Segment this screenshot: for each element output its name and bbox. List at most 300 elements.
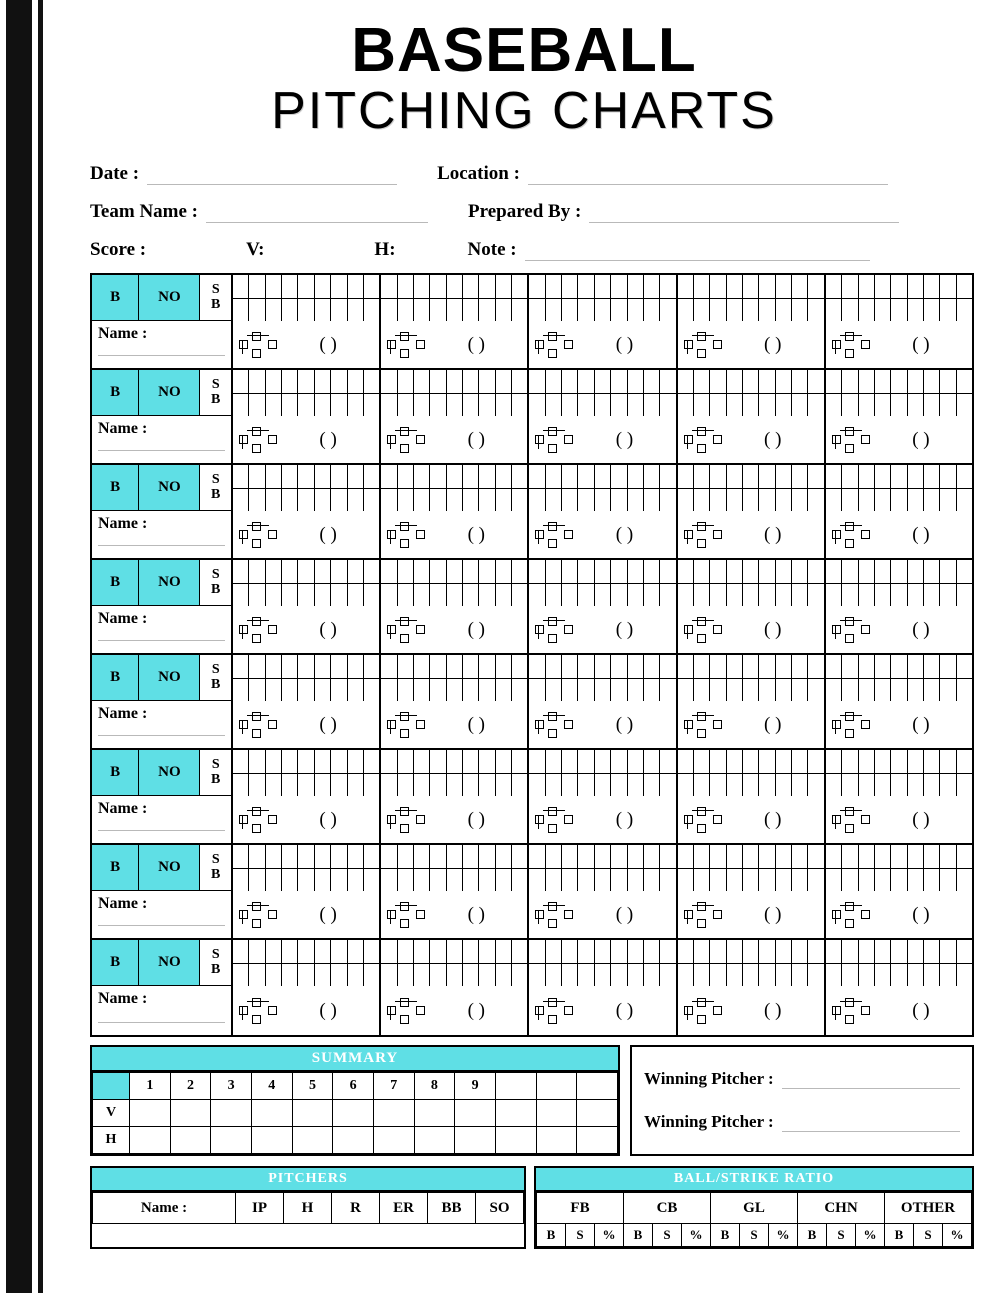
tally-box[interactable] [249,655,265,678]
tally-box[interactable] [792,560,808,583]
tally-box[interactable] [743,465,759,488]
tally-box[interactable] [859,370,875,393]
tally-box[interactable] [512,845,527,868]
tally-box[interactable] [282,679,298,702]
tally-box[interactable] [792,394,808,417]
tally-box[interactable] [859,465,875,488]
tally-box[interactable] [266,560,282,583]
tally-box[interactable] [826,299,842,322]
baseball-diamond-icon[interactable] [239,712,277,738]
run-count-paren[interactable]: ( ) [615,523,634,545]
tally-box[interactable] [479,299,495,322]
tally-box[interactable] [463,560,479,583]
baseball-diamond-icon[interactable] [239,807,277,833]
summary-score-cell[interactable] [455,1127,496,1154]
run-count-paren[interactable]: ( ) [319,903,337,925]
tally-box[interactable] [694,964,710,987]
tally-box[interactable] [529,275,545,298]
strike-ball-cell[interactable]: S B [211,376,221,407]
tally-box[interactable] [315,560,331,583]
tally-box[interactable] [940,465,956,488]
tally-box[interactable] [266,845,282,868]
tally-box[interactable] [694,940,710,963]
tally-box[interactable] [660,655,675,678]
tally-box[interactable] [578,940,594,963]
tally-box[interactable] [414,869,430,892]
tally-box[interactable] [957,465,972,488]
run-count-paren[interactable]: ( ) [467,428,485,450]
tally-box[interactable] [282,299,298,322]
tally-box[interactable] [447,940,463,963]
tally-box[interactable] [463,489,479,512]
tally-box[interactable] [381,560,397,583]
number-cell[interactable]: NO [139,560,200,605]
tally-box[interactable] [298,560,314,583]
tally-box[interactable] [348,299,364,322]
tally-box[interactable] [398,679,414,702]
tally-box[interactable] [398,370,414,393]
tally-box[interactable] [826,679,842,702]
tally-box[interactable] [826,845,842,868]
tally-box[interactable] [348,964,364,987]
tally-box[interactable] [908,964,924,987]
tally-box[interactable] [266,679,282,702]
tally-box[interactable] [611,845,627,868]
tally-box[interactable] [678,275,694,298]
tally-box[interactable] [479,869,495,892]
tally-box[interactable] [743,275,759,298]
tally-box[interactable] [891,489,907,512]
summary-score-cell[interactable] [170,1127,211,1154]
tally-box[interactable] [644,299,660,322]
tally-box[interactable] [249,845,265,868]
tally-box[interactable] [875,774,891,797]
tally-box[interactable] [611,679,627,702]
tally-box[interactable] [875,940,891,963]
tally-box[interactable] [249,560,265,583]
run-count-paren[interactable]: ( ) [764,903,782,925]
tally-box[interactable] [660,394,675,417]
tally-box[interactable] [249,940,265,963]
tally-box[interactable] [315,275,331,298]
tally-box[interactable] [463,679,479,702]
baseball-diamond-icon[interactable] [387,427,425,453]
summary-score-cell[interactable] [292,1127,333,1154]
tally-box[interactable] [414,679,430,702]
tally-box[interactable] [578,465,594,488]
pitch-tally-grid[interactable] [826,845,972,891]
tally-box[interactable] [578,679,594,702]
tally-box[interactable] [940,750,956,773]
tally-box[interactable] [414,940,430,963]
run-count-paren[interactable]: ( ) [912,903,930,925]
tally-box[interactable] [776,679,792,702]
tally-box[interactable] [414,774,430,797]
tally-box[interactable] [315,679,331,702]
tally-box[interactable] [578,655,594,678]
tally-box[interactable] [940,940,956,963]
tally-box[interactable] [924,394,940,417]
baseball-diamond-icon[interactable] [387,902,425,928]
tally-box[interactable] [266,869,282,892]
tally-box[interactable] [430,655,446,678]
tally-box[interactable] [595,940,611,963]
run-count-paren[interactable]: ( ) [912,333,930,355]
tally-box[interactable] [743,964,759,987]
tally-box[interactable] [233,394,249,417]
tally-box[interactable] [315,845,331,868]
baseball-diamond-icon[interactable] [684,522,722,548]
tally-box[interactable] [381,584,397,607]
tally-box[interactable] [727,750,743,773]
tally-box[interactable] [694,869,710,892]
tally-box[interactable] [479,750,495,773]
summary-score-cell[interactable] [577,1127,618,1154]
tally-box[interactable] [249,750,265,773]
tally-box[interactable] [266,964,282,987]
tally-box[interactable] [678,394,694,417]
tally-box[interactable] [660,774,675,797]
tally-box[interactable] [546,584,562,607]
tally-box[interactable] [364,394,379,417]
summary-score-cell[interactable] [373,1127,414,1154]
tally-box[interactable] [447,750,463,773]
summary-score-cell[interactable] [455,1100,496,1127]
tally-box[interactable] [957,394,972,417]
tally-box[interactable] [644,584,660,607]
tally-box[interactable] [463,774,479,797]
tally-box[interactable] [842,869,858,892]
tally-box[interactable] [940,869,956,892]
tally-box[interactable] [447,299,463,322]
tally-box[interactable] [826,370,842,393]
tally-box[interactable] [562,560,578,583]
tally-box[interactable] [595,489,611,512]
pitch-tally-grid[interactable] [678,370,824,416]
summary-score-cell[interactable] [130,1127,171,1154]
tally-box[interactable] [842,655,858,678]
tally-box[interactable] [364,465,379,488]
tally-box[interactable] [660,299,675,322]
tally-box[interactable] [578,489,594,512]
tally-box[interactable] [266,489,282,512]
tally-box[interactable] [381,845,397,868]
tally-box[interactable] [924,655,940,678]
tally-box[interactable] [282,655,298,678]
tally-box[interactable] [430,394,446,417]
tally-box[interactable] [266,370,282,393]
summary-score-cell[interactable] [414,1100,455,1127]
tally-box[interactable] [331,584,347,607]
tally-box[interactable] [875,489,891,512]
tally-box[interactable] [628,655,644,678]
tally-box[interactable] [694,774,710,797]
tally-box[interactable] [908,489,924,512]
tally-box[interactable] [826,465,842,488]
tally-box[interactable] [529,869,545,892]
pitch-tally-grid[interactable] [529,275,675,321]
tally-box[interactable] [957,489,972,512]
tally-box[interactable] [364,869,379,892]
summary-score-cell[interactable] [130,1100,171,1127]
tally-box[interactable] [249,679,265,702]
tally-box[interactable] [447,964,463,987]
tally-box[interactable] [298,869,314,892]
tally-box[interactable] [743,370,759,393]
tally-box[interactable] [759,679,775,702]
summary-score-cell[interactable] [577,1100,618,1127]
tally-box[interactable] [430,845,446,868]
tally-box[interactable] [694,560,710,583]
summary-score-cell[interactable] [211,1100,252,1127]
tally-box[interactable] [348,489,364,512]
tally-box[interactable] [398,655,414,678]
tally-box[interactable] [512,489,527,512]
tally-box[interactable] [578,370,594,393]
tally-box[interactable] [381,655,397,678]
tally-box[interactable] [249,964,265,987]
tally-box[interactable] [660,584,675,607]
tally-box[interactable] [710,465,726,488]
tally-box[interactable] [694,299,710,322]
tally-box[interactable] [644,489,660,512]
tally-box[interactable] [364,489,379,512]
tally-box[interactable] [266,774,282,797]
tally-box[interactable] [808,869,823,892]
tally-box[interactable] [348,275,364,298]
tally-box[interactable] [891,774,907,797]
tally-box[interactable] [529,584,545,607]
tally-box[interactable] [479,560,495,583]
summary-extra-header[interactable] [495,1073,536,1100]
pitch-tally-grid[interactable] [826,465,972,511]
tally-box[interactable] [842,370,858,393]
tally-box[interactable] [430,584,446,607]
tally-box[interactable] [776,750,792,773]
tally-box[interactable] [447,489,463,512]
tally-box[interactable] [398,299,414,322]
tally-box[interactable] [859,299,875,322]
tally-box[interactable] [266,299,282,322]
run-count-paren[interactable]: ( ) [764,713,782,735]
baseball-diamond-icon[interactable] [387,807,425,833]
tally-box[interactable] [628,845,644,868]
tally-box[interactable] [282,845,298,868]
tally-box[interactable] [496,299,512,322]
tally-box[interactable] [348,750,364,773]
tally-box[interactable] [430,465,446,488]
tally-box[interactable] [595,370,611,393]
tally-box[interactable] [364,964,379,987]
number-cell[interactable]: NO [139,655,200,700]
tally-box[interactable] [908,275,924,298]
tally-box[interactable] [331,489,347,512]
tally-box[interactable] [859,275,875,298]
tally-box[interactable] [595,964,611,987]
tally-box[interactable] [496,774,512,797]
tally-box[interactable] [463,940,479,963]
run-count-paren[interactable]: ( ) [912,618,930,640]
tally-box[interactable] [776,845,792,868]
tally-box[interactable] [414,275,430,298]
tally-box[interactable] [694,370,710,393]
tally-box[interactable] [381,299,397,322]
tally-box[interactable] [727,584,743,607]
tally-box[interactable] [364,940,379,963]
tally-box[interactable] [940,560,956,583]
tally-box[interactable] [924,869,940,892]
tally-box[interactable] [381,275,397,298]
tally-box[interactable] [792,299,808,322]
pitch-tally-grid[interactable] [678,940,824,986]
tally-box[interactable] [611,465,627,488]
tally-box[interactable] [792,370,808,393]
tally-box[interactable] [710,394,726,417]
run-count-paren[interactable]: ( ) [912,999,930,1021]
tally-box[interactable] [496,940,512,963]
run-count-paren[interactable]: ( ) [319,713,337,735]
baseball-diamond-icon[interactable] [684,902,722,928]
tally-box[interactable] [562,750,578,773]
tally-box[interactable] [792,584,808,607]
tally-box[interactable] [826,750,842,773]
tally-box[interactable] [233,584,249,607]
tally-box[interactable] [578,394,594,417]
pitcher-name-field[interactable]: Name : [92,986,231,1035]
tally-box[interactable] [315,584,331,607]
tally-box[interactable] [364,750,379,773]
tally-box[interactable] [628,584,644,607]
tally-box[interactable] [842,394,858,417]
tally-box[interactable] [660,964,675,987]
tally-box[interactable] [940,774,956,797]
tally-box[interactable] [249,584,265,607]
pitch-tally-grid[interactable] [381,275,527,321]
tally-box[interactable] [908,940,924,963]
tally-box[interactable] [496,964,512,987]
run-count-paren[interactable]: ( ) [467,523,485,545]
run-count-paren[interactable]: ( ) [467,999,485,1021]
strike-ball-cell[interactable]: S B [211,946,221,977]
tally-box[interactable] [529,394,545,417]
summary-score-cell[interactable] [170,1100,211,1127]
tally-box[interactable] [611,489,627,512]
tally-box[interactable] [924,275,940,298]
tally-box[interactable] [891,655,907,678]
strike-ball-cell[interactable]: S B [211,566,221,597]
tally-box[interactable] [348,940,364,963]
tally-box[interactable] [479,489,495,512]
tally-box[interactable] [546,299,562,322]
tally-box[interactable] [233,560,249,583]
tally-box[interactable] [957,845,972,868]
winning-pitcher-input-2[interactable] [782,1115,960,1132]
tally-box[interactable] [842,750,858,773]
baseball-diamond-icon[interactable] [832,522,870,548]
tally-box[interactable] [842,964,858,987]
tally-box[interactable] [808,584,823,607]
tally-box[interactable] [249,869,265,892]
tally-box[interactable] [546,679,562,702]
tally-box[interactable] [891,299,907,322]
tally-box[interactable] [940,299,956,322]
run-count-paren[interactable]: ( ) [319,618,337,640]
tally-box[interactable] [233,774,249,797]
tally-box[interactable] [233,299,249,322]
tally-box[interactable] [546,964,562,987]
pitch-tally-grid[interactable] [381,560,527,606]
tally-box[interactable] [759,964,775,987]
run-count-paren[interactable]: ( ) [764,999,782,1021]
tally-box[interactable] [414,489,430,512]
tally-box[interactable] [743,750,759,773]
tally-box[interactable] [792,869,808,892]
tally-box[interactable] [398,394,414,417]
tally-box[interactable] [381,679,397,702]
pitcher-name-field[interactable]: Name : [92,891,231,938]
tally-box[interactable] [529,299,545,322]
tally-box[interactable] [808,560,823,583]
tally-box[interactable] [315,774,331,797]
tally-box[interactable] [496,370,512,393]
tally-box[interactable] [940,370,956,393]
run-count-paren[interactable]: ( ) [615,903,634,925]
strike-ball-cell[interactable]: S B [211,851,221,882]
tally-box[interactable] [891,394,907,417]
tally-box[interactable] [611,299,627,322]
tally-box[interactable] [282,964,298,987]
pitch-tally-grid[interactable] [233,655,379,701]
tally-box[interactable] [430,560,446,583]
tally-box[interactable] [940,584,956,607]
tally-box[interactable] [364,370,379,393]
tally-box[interactable] [381,750,397,773]
tally-box[interactable] [727,465,743,488]
tally-box[interactable] [660,750,675,773]
tally-box[interactable] [463,584,479,607]
tally-box[interactable] [678,584,694,607]
tally-box[interactable] [298,275,314,298]
tally-box[interactable] [463,394,479,417]
tally-box[interactable] [479,465,495,488]
tally-box[interactable] [924,940,940,963]
tally-box[interactable] [644,560,660,583]
number-cell[interactable]: NO [139,750,200,795]
tally-box[interactable] [792,750,808,773]
pitch-tally-grid[interactable] [381,370,527,416]
run-count-paren[interactable]: ( ) [912,428,930,450]
tally-box[interactable] [875,655,891,678]
tally-box[interactable] [957,869,972,892]
tally-box[interactable] [678,750,694,773]
tally-box[interactable] [233,465,249,488]
tally-box[interactable] [266,750,282,773]
tally-box[interactable] [496,655,512,678]
tally-box[interactable] [826,489,842,512]
tally-box[interactable] [891,584,907,607]
tally-box[interactable] [430,370,446,393]
tally-box[interactable] [678,679,694,702]
tally-box[interactable] [611,964,627,987]
tally-box[interactable] [611,275,627,298]
tally-box[interactable] [743,489,759,512]
strike-ball-cell[interactable]: S B [211,281,221,312]
baseball-diamond-icon[interactable] [684,427,722,453]
summary-extra-header[interactable] [577,1073,618,1100]
tally-box[interactable] [282,275,298,298]
summary-score-cell[interactable] [333,1127,374,1154]
pitch-tally-grid[interactable] [826,560,972,606]
